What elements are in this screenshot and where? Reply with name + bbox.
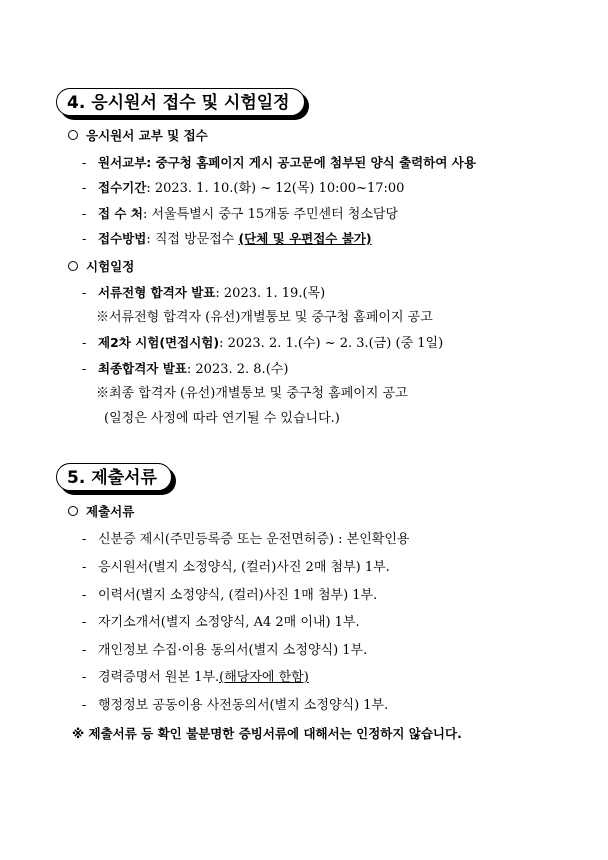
note-final-result: ※최종 합격자 (유선)개별통보 및 중구청 홈페이지 공고 bbox=[96, 386, 408, 401]
item-form-distribution: - 원서교부: 중구청 홈페이지 게시 공고문에 첨부된 양식 출력하여 사용 bbox=[82, 155, 476, 171]
item-interview: - 제2차 시험(면접시험): 2023. 2. 1.(수) ~ 2. 3.(금) (중 1일) bbox=[82, 335, 444, 351]
doc-item-privacy-consent: - 개인정보 수집·이용 동의서(별지 소정양식) 1부. bbox=[82, 643, 368, 658]
bullet-documents: 제출서류 bbox=[68, 503, 134, 522]
note-document-result: ※서류전형 합격자 (유선)개별통보 및 중구청 홈페이지 공고 bbox=[96, 310, 433, 325]
item-final-result: - 최종합격자 발표: 2023. 2. 8.(수) bbox=[82, 361, 289, 377]
bullet-schedule: 시험일정 bbox=[68, 258, 134, 277]
item-document-result: - 서류전형 합격자 발표: 2023. 1. 19.(목) bbox=[82, 285, 326, 301]
section-4-title: 4. 응시원서 접수 및 시험일정 bbox=[56, 88, 305, 116]
circle-bullet-icon bbox=[68, 506, 78, 516]
doc-item-id: - 신분증 제시(주민등록증 또는 운전면허증) : 본인확인용 bbox=[82, 532, 410, 547]
bullet-application: 응시원서 교부 및 접수 bbox=[68, 127, 208, 146]
note-schedule-delay: (일정은 사정에 따라 연기될 수 있습니다.) bbox=[104, 411, 340, 426]
item-reception-method: - 접수방법: 직접 방문접수 (단체 및 우편접수 불가) bbox=[82, 231, 372, 247]
doc-item-resume: - 이력서(별지 소정양식, (컬러)사진 1매 첨부) 1부. bbox=[82, 588, 378, 603]
circle-bullet-icon bbox=[68, 130, 78, 140]
footnote: ※ 제출서류 등 확인 불분명한 증빙서류에 대해서는 인정하지 않습니다. bbox=[72, 726, 462, 741]
section-5-title: 5. 제출서류 bbox=[56, 463, 172, 491]
doc-item-career-cert: - 경력증명서 원본 1부.(해당자에 한함) bbox=[82, 670, 309, 685]
doc-item-self-intro: - 자기소개서(별지 소정양식, A4 2매 이내) 1부. bbox=[82, 615, 360, 630]
doc-item-application: - 응시원서(별지 소정양식, (컬러)사진 2매 첨부) 1부. bbox=[82, 560, 390, 575]
item-reception-period: - 접수기간: 2023. 1. 10.(화) ~ 12(목) 10:00~17:00 bbox=[82, 180, 405, 196]
circle-bullet-icon bbox=[68, 261, 78, 271]
item-reception-place: - 접 수 처: 서울특별시 중구 15개동 주민센터 청소담당 bbox=[82, 206, 399, 222]
doc-item-admin-consent: - 행정정보 공동이용 사전동의서(별지 소정양식) 1부. bbox=[82, 698, 389, 713]
